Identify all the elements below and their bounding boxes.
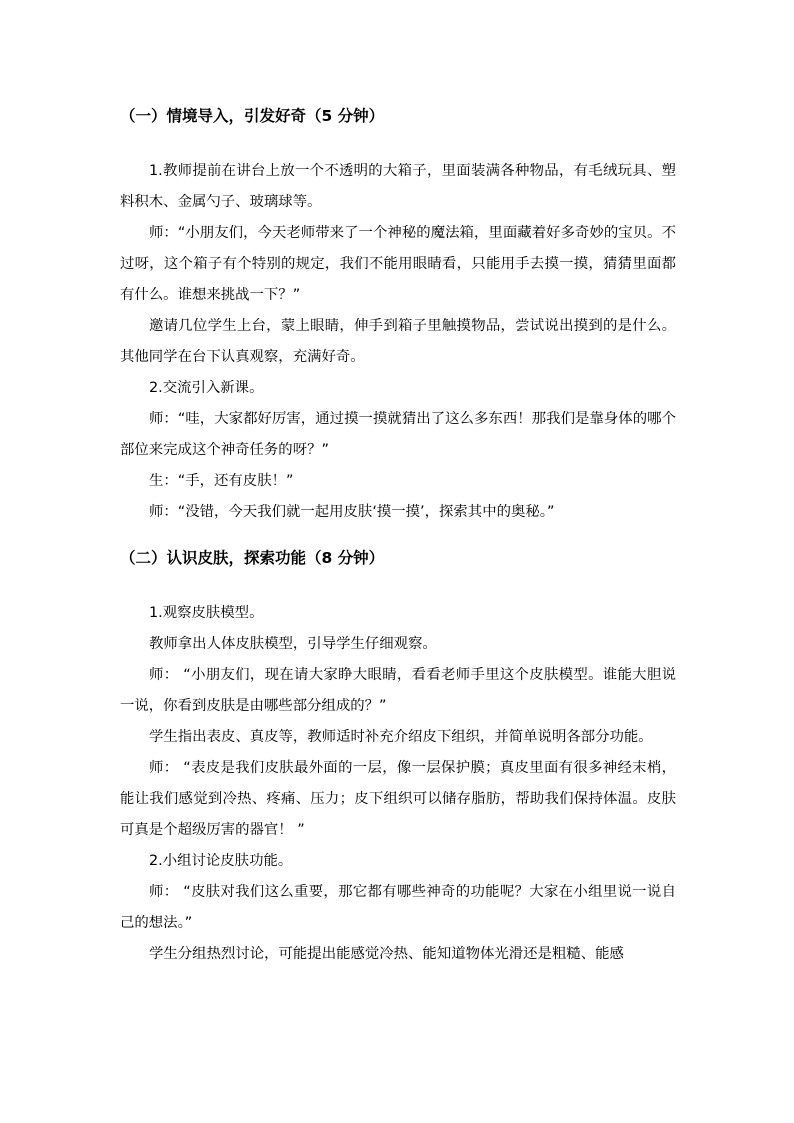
paragraph: 邀请几位学生上台，蒙上眼睛，伸手到箱子里触摸物品，尝试说出摸到的是什么。其他同学在台下认真观察，充满好奇。	[120, 318, 676, 365]
paragraph: 师： “皮肤对我们这么重要，那它都有哪些神奇的功能呢？大家在小组里说一说自己的想法。”	[120, 884, 676, 931]
section-heading-skin-functions: （二）认识皮肤，探索功能（8 分钟）	[120, 549, 385, 567]
paragraph: 2.小组讨论皮肤功能。	[149, 853, 293, 869]
paragraph: 学生分组热烈讨论，可能提出能感觉冷热、能知道物体光滑还是粗糙、能感	[149, 946, 624, 962]
paragraph: 1.教师提前在讲台上放一个不透明的大箱子，里面装满各种物品，有毛绒玩具、塑料积木、金属勺子、玻璃球等。	[120, 163, 676, 210]
paragraph: 学生指出表皮、真皮等，教师适时补充介绍皮下组织，并简单说明各部分功能。	[149, 729, 653, 745]
paragraph: 师：“没错，今天我们就一起用皮肤‘摸一摸’，探索其中的奥秘。”	[149, 504, 555, 520]
paragraph: 生：“手，还有皮肤！”	[149, 473, 294, 489]
paragraph: 师：“哇，大家都好厉害，通过摸一摸就猜出了这么多东西！那我们是靠身体的哪个部位来完成这个神奇任务的呀？”	[120, 411, 676, 458]
document-body	[120, 98, 676, 970]
paragraph: 师： “小朋友们，现在请大家睁大眼睛，看看老师手里这个皮肤模型。谁能大胆说一说，你看到皮肤是由哪些部分组成的？”	[120, 667, 676, 714]
paragraph: 师： “表皮是我们皮肤最外面的一层，像一层保护膜；真皮里面有很多神经末梢，能让我们感觉到冷热、疼痛、压力；皮下组织可以储存脂肪，帮助我们保持体温。皮肤可真是个超级厉害的器官！ ”	[120, 760, 676, 838]
paragraph: 1.观察皮肤模型。	[149, 605, 264, 621]
paragraph: 师：“小朋友们，今天老师带来了一个神秘的魔法箱，里面藏着好多奇妙的宝贝。不过呀，这个箱子有个特别的规定，我们不能用眼睛看，只能用手去摸一摸，猜猜里面都有什么。谁想来挑战一下？”	[120, 225, 676, 303]
paragraph: 2.交流引入新课。	[149, 380, 264, 396]
section-heading-situation-intro: （一）情境导入，引发好奇（5 分钟）	[120, 107, 385, 125]
paragraph: 教师拿出人体皮肤模型，引导学生仔细观察。	[149, 636, 437, 652]
